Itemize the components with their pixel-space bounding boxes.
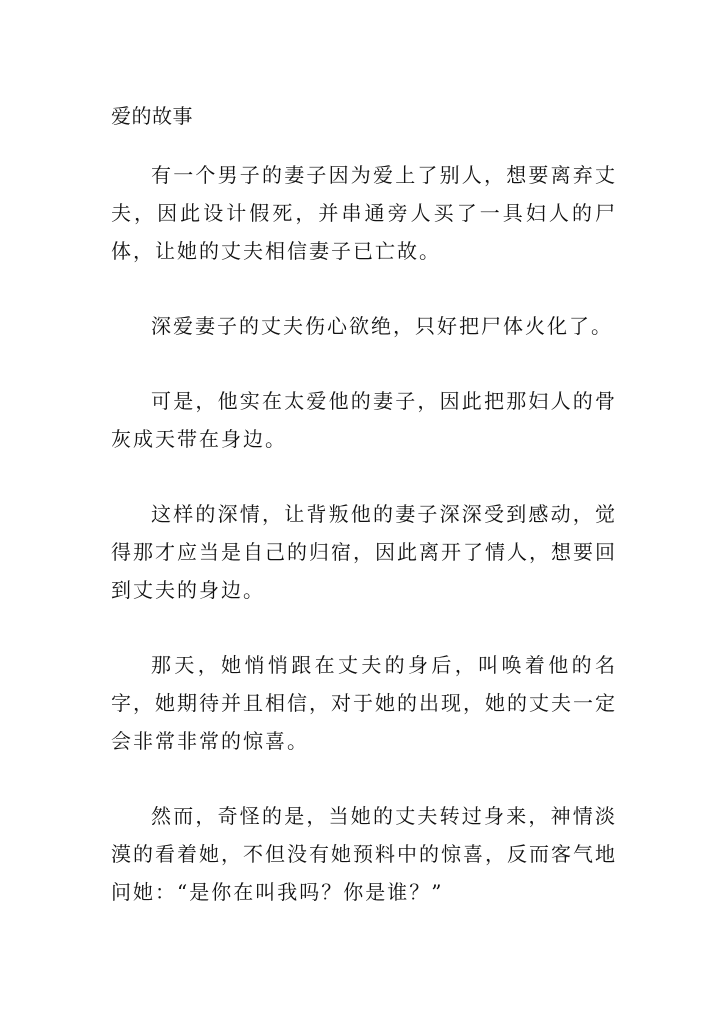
paragraph-2: 深爱妻子的丈夫伤心欲绝，只好把尸体火化了。 (151, 314, 613, 338)
document-body (111, 156, 617, 948)
document-title: 爱的故事 (111, 104, 193, 128)
paragraph-6: 然而，奇怪的是，当她的丈夫转过身来，神情淡漠的看着她，不但没有她预料中的惊喜，反而客气地问她：“是你在叫我吗？你是谁？” (111, 804, 617, 904)
paragraph-4: 这样的深情，让背叛他的妻子深深受到感动，觉得那才应当是自己的归宿，因此离开了情人，想要回到丈夫的身边。 (111, 502, 617, 602)
paragraph-1: 有一个男子的妻子因为爱上了别人，想要离弃丈夫，因此设计假死，并串通旁人买了一具妇人的尸体，让她的丈夫相信妻子已亡故。 (111, 163, 617, 263)
paragraph-5: 那天，她悄悄跟在丈夫的身后，叫唤着他的名字，她期待并且相信，对于她的出现，她的丈夫一定会非常非常的惊喜。 (111, 653, 617, 753)
paragraph-3: 可是，他实在太爱他的妻子，因此把那妇人的骨灰成天带在身边。 (111, 389, 617, 451)
